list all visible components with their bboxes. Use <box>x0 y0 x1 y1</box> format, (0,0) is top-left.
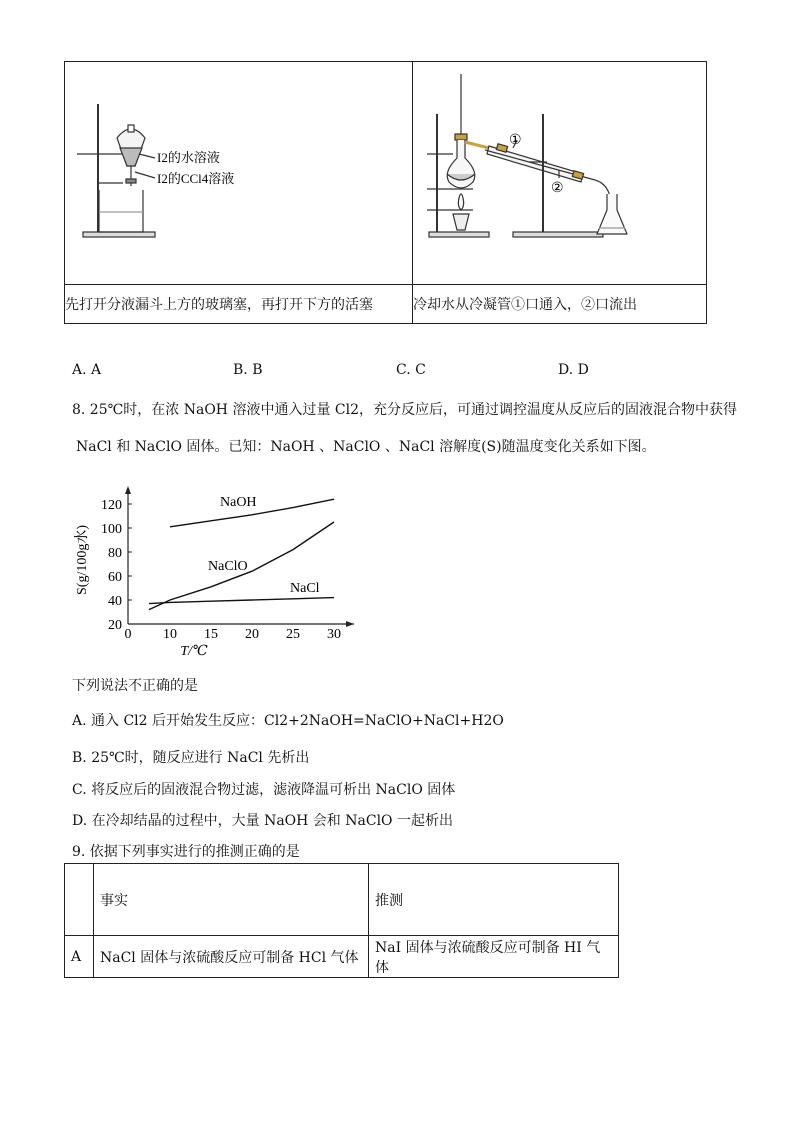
q8-stem-line1: 8. 25℃时，在浓 NaOH 溶液中通入过量 Cl2，充分反应后，可通过调控温度从反应后的固液混合物中获得 <box>72 402 738 418</box>
separatory-funnel-diagram <box>65 62 412 280</box>
q9-table <box>64 863 619 978</box>
q8-option-a[interactable]: A. 通入 Cl2 后开始发生反应：Cl2+2NaOH=NaClO+NaCl+H2O <box>72 713 504 729</box>
q8-question: 下列说法不正确的是 <box>72 678 198 694</box>
x-axis-label: T/℃ <box>180 644 208 659</box>
series-label-nacl: NaCl <box>290 581 320 596</box>
q7-option-c[interactable]: C. C <box>396 362 426 378</box>
y-tick-label: 60 <box>108 570 122 585</box>
y-tick-label: 100 <box>101 522 122 537</box>
y-tick-label: 80 <box>108 546 122 561</box>
label-outlet-2: ② <box>551 181 564 196</box>
x-tick-label: 15 <box>204 627 218 642</box>
y-axis-arrow <box>125 486 131 494</box>
series-label-naoh: NaOH <box>220 495 257 510</box>
y-axis-label: S(g/100g水) <box>75 525 90 595</box>
label-inlet-1: ① <box>509 133 522 148</box>
q8-option-d[interactable]: D. 在冷却结晶的过程中，大量 NaOH 会和 NaClO 一起析出 <box>72 813 453 829</box>
series-label-naclo: NaClO <box>208 559 248 574</box>
label-iodine-aqueous: I2的水溶液 <box>157 150 220 165</box>
x-tick-label: 20 <box>245 627 259 642</box>
q8-stem-line2: NaCl 和 NaClO 固体。已知：NaOH 、NaClO 、NaCl 溶解度(S)随温度变化关系如下图。 <box>76 439 656 455</box>
y-tick-label: 40 <box>108 594 122 609</box>
q7-option-b[interactable]: B. B <box>233 362 263 378</box>
y-tick-label: 20 <box>108 618 122 633</box>
distillation-diagram <box>413 62 706 280</box>
x-axis-arrow <box>346 621 354 627</box>
x-tick-label: 25 <box>286 627 300 642</box>
q9-header-fact: 事实 <box>94 864 369 936</box>
x-tick-label: 0 <box>124 627 132 642</box>
q9-row-a-label[interactable]: A <box>65 936 94 978</box>
q8-option-b[interactable]: B. 25℃时，随反应进行 NaCl 先析出 <box>72 750 310 766</box>
q9-row-a-fact: NaCl 固体与浓硫酸反应可制备 HCl 气体 <box>94 936 369 978</box>
label-iodine-ccl4: I2的CCl4溶液 <box>157 171 235 186</box>
right-caption: 冷却水从冷凝管①口通入，②口流出 <box>413 285 707 324</box>
y-tick-label: 120 <box>101 498 122 513</box>
apparatus-table <box>64 61 707 324</box>
q7-option-d[interactable]: D. D <box>558 362 589 378</box>
separatory-funnel-cell <box>65 62 413 285</box>
q7-option-a[interactable]: A. A <box>72 362 102 378</box>
distillation-cell <box>413 62 707 285</box>
x-tick-label: 30 <box>327 627 341 642</box>
q9-row-a-infer: NaI 固体与浓硫酸反应可制备 HI 气体 <box>369 936 619 978</box>
q9-header-infer: 推测 <box>369 864 619 936</box>
q8-option-c[interactable]: C. 将反应后的固液混合物过滤，滤液降温可析出 NaClO 固体 <box>72 782 456 798</box>
left-caption: 先打开分液漏斗上方的玻璃塞，再打开下方的活塞 <box>65 285 413 324</box>
q9-stem: 9. 依据下列事实进行的推测正确的是 <box>72 844 300 860</box>
x-tick-label: 10 <box>163 627 177 642</box>
solubility-chart <box>70 482 370 662</box>
